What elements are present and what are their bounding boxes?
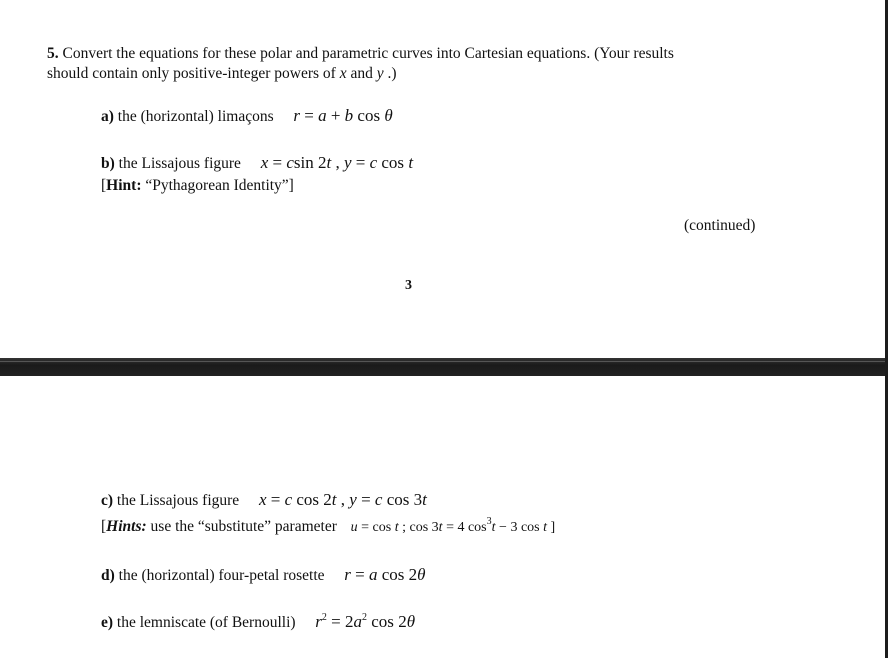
var-x: x <box>339 65 347 82</box>
part-d-letter: d) <box>101 567 115 584</box>
part-c <box>101 490 427 511</box>
part-a-equation: r = a + b cos θ <box>293 106 393 125</box>
problem-intro-text: Convert the equations for these polar and parametric curves into Cartesian equations. (Your results <box>62 45 674 62</box>
part-c-text: the Lissajous figure <box>116 492 240 509</box>
hints-text: use the “substitute” parameter <box>150 518 337 535</box>
part-a <box>101 106 393 127</box>
hint-text: “Pythagorean Identity”] <box>145 177 294 194</box>
var-y: y <box>376 65 384 82</box>
problem-number: 5. <box>47 45 59 62</box>
hint-label: Hint: <box>106 177 142 194</box>
problem-intro-line1 <box>47 44 674 64</box>
part-e <box>101 612 415 633</box>
part-b-text: the Lissajous figure <box>118 155 241 172</box>
part-b-equation: x = csin 2t , y = c cos t <box>260 153 414 172</box>
problem-intro-line2: should contain only positive-integer powers of x and y .) <box>47 65 397 82</box>
part-d-equation: r = a cos 2θ <box>344 565 426 584</box>
page-number: 3 <box>405 278 412 293</box>
part-c-equation: x = c cos 2t , y = c cos 3t <box>258 490 427 509</box>
part-c-hint: [Hints: use the “substitute” parameter u = cos t ; cos 3t = 4 $\cos^3t - 3$ cos t ] <box>101 516 556 535</box>
continued-label: (continued) <box>684 217 756 234</box>
part-a-text: the (horizontal) limaçons <box>117 108 274 125</box>
part-c-letter: c) <box>101 492 114 509</box>
hints-label: Hints: <box>106 518 147 535</box>
part-b <box>101 153 413 174</box>
hint-equation: u = cos t ; cos 3t = 4 $\cos^3t - 3$ cos t ] <box>350 516 556 535</box>
part-a-letter: a) <box>101 108 114 125</box>
part-e-letter: e) <box>101 614 114 631</box>
part-b-letter: b) <box>101 155 115 172</box>
page-separator <box>0 358 888 376</box>
part-e-text: the lemniscate (of Bernoulli) <box>116 614 296 631</box>
part-d <box>101 565 426 586</box>
part-d-text: the (horizontal) four-petal rosette <box>118 567 325 584</box>
part-b-hint: [Hint: “Pythagorean Identity”] <box>101 177 294 194</box>
part-e-equation: $r^2 = 2a^2$ cos 2θ <box>315 612 416 631</box>
